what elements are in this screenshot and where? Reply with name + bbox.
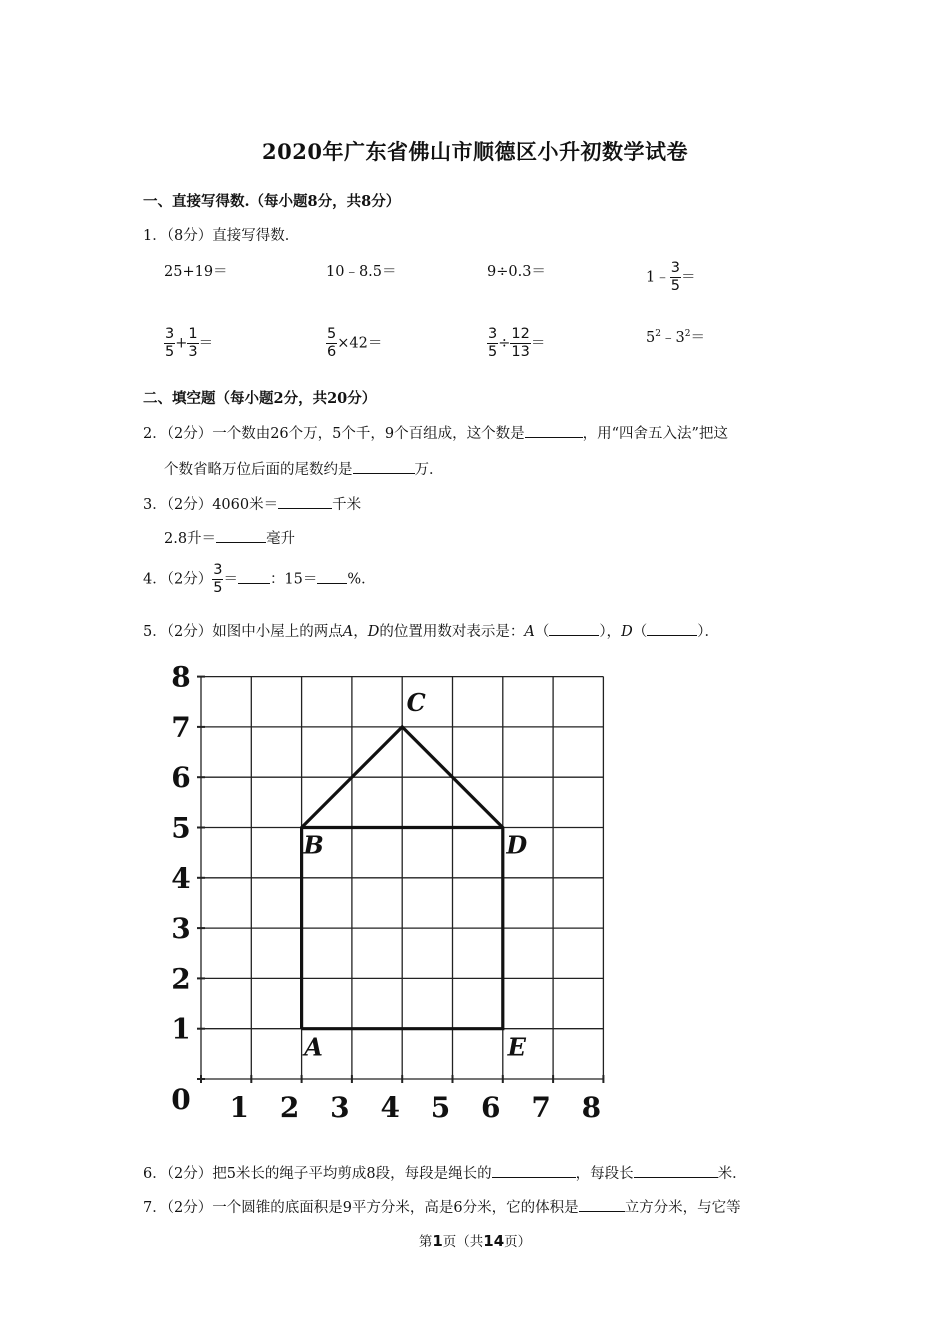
q5-open-paren: （: [534, 624, 550, 640]
q5-close-paren: ），: [599, 624, 622, 640]
page-title: 2020年广东省佛山市顺德区小升初数学试卷: [262, 139, 688, 164]
fraction: [670, 260, 681, 295]
exponent: 2: [655, 329, 661, 340]
question-1-stem: 1．（8分）直接写得数．: [143, 228, 300, 244]
q4-text-c: ：15＝: [269, 571, 318, 588]
q5-text-a: 5．（2分）如图中小屋上的两点: [143, 624, 343, 640]
axis-tick-labels: [171, 661, 601, 1124]
q7-text-a: 7．（2分）一个圆锥的底面积是9平方分米，高是6分米，它的体积是: [143, 1200, 579, 1216]
q3-text-c: 2.8升＝: [164, 531, 217, 547]
answer-blank[interactable]: [278, 494, 332, 509]
total-pages: 14: [483, 1232, 505, 1250]
answer-blank[interactable]: [549, 621, 599, 636]
question-3-line-1: [143, 493, 361, 514]
y-tick-label: 2: [171, 962, 191, 996]
point-labels: [302, 688, 527, 1062]
operator: ÷: [498, 335, 511, 352]
question-6: [143, 1162, 747, 1183]
denominator: 13: [511, 344, 530, 360]
q6-text-c: 米．: [717, 1166, 747, 1182]
question-2-line-2: [164, 458, 444, 479]
x-tick-label: 8: [581, 1091, 602, 1124]
answer-blank[interactable]: [579, 1197, 625, 1212]
point-label-b: B: [303, 830, 324, 860]
point-label-e: E: [507, 1032, 526, 1062]
q2-text-d: 万．: [414, 462, 444, 478]
section-heading-2: 二、填空题（每小题2分，共20分）: [143, 390, 377, 407]
question-5: [143, 620, 719, 641]
fraction: [487, 326, 498, 361]
fraction: [510, 326, 530, 361]
expr-7: [487, 326, 545, 361]
x-tick-label: 5: [430, 1091, 451, 1124]
expr-4-post: ＝: [680, 269, 696, 286]
fraction: [164, 326, 175, 361]
expr-6-post: ×42＝: [337, 335, 383, 352]
question-7: [143, 1196, 741, 1217]
answer-blank[interactable]: [216, 528, 266, 543]
exponent: 2: [684, 329, 691, 340]
point-label-d: D: [621, 624, 633, 640]
expr-2: 10﹣8.5＝: [326, 264, 397, 280]
numerator: 12: [511, 326, 530, 342]
minus-term: ﹣3: [660, 330, 685, 346]
section-heading-1: 一、直接写得数.（每小题8分，共8分）: [143, 193, 401, 210]
q4-text-a: 4．（2分）: [143, 571, 213, 588]
x-tick-label: 1: [229, 1091, 250, 1124]
denominator: 5: [670, 278, 680, 294]
expr-8: [646, 326, 705, 347]
x-tick-label: 3: [330, 1091, 350, 1124]
expr-6: [326, 326, 382, 361]
x-tick-label: 4: [380, 1091, 400, 1124]
base: 5: [646, 330, 656, 346]
denominator: 5: [213, 580, 223, 596]
q5-text-b: 的位置用数对表示是：: [379, 624, 525, 640]
equals: ＝: [690, 330, 705, 346]
y-tick-label: 4: [171, 861, 191, 895]
numerator: 3: [488, 326, 498, 342]
expr-4-pre: 1﹣: [646, 269, 670, 286]
q4-text-b: ＝: [223, 571, 238, 588]
numerator: 3: [165, 326, 175, 342]
q6-text-b: ，每段长: [575, 1166, 634, 1182]
q4-text-d: %．: [347, 571, 376, 588]
fraction: [212, 562, 223, 597]
equals: ＝: [198, 335, 214, 352]
fraction: [187, 326, 198, 361]
question-3-line-2: [164, 527, 295, 548]
q7-text-b: 立方分米，与它等: [624, 1200, 741, 1216]
expr-5: [164, 326, 213, 361]
numerator: 1: [188, 326, 198, 342]
operator: +: [175, 335, 188, 352]
answer-blank[interactable]: [238, 569, 270, 584]
page-number: 1: [432, 1232, 443, 1250]
y-tick-label: 5: [171, 811, 191, 845]
expr-4: [646, 260, 695, 295]
y-tick-label: 6: [171, 761, 191, 795]
q6-text-a: 6．（2分）把5米长的绳子平均剪成8段，每段是绳长的: [143, 1166, 492, 1182]
x-tick-label: 7: [531, 1091, 551, 1124]
q3-text-d: 毫升: [266, 531, 296, 547]
q5-close-paren: ）．: [697, 624, 719, 640]
coordinate-grid-figure: [160, 640, 620, 1130]
q2-text-a: 2．（2分）一个数由26个万，5个千，9个百组成，这个数是: [143, 426, 525, 442]
q2-text-c: 个数省略万位后面的尾数约是: [164, 462, 353, 478]
answer-blank[interactable]: [634, 1163, 718, 1178]
y-tick-label: 3: [171, 912, 191, 946]
y-tick-label: 8: [171, 660, 191, 694]
footer-text: 页）: [504, 1234, 532, 1250]
y-tick-label: 7: [171, 710, 191, 744]
answer-blank[interactable]: [317, 569, 347, 584]
x-tick-label: 6: [481, 1091, 501, 1124]
numerator: 3: [213, 562, 223, 578]
point-label-a: A: [342, 624, 354, 640]
y-tick-label: 1: [171, 1012, 191, 1046]
denominator: 6: [327, 344, 337, 360]
denominator: 3: [188, 344, 198, 360]
answer-blank[interactable]: [525, 423, 583, 438]
fraction: [326, 326, 337, 361]
expr-3: 9÷0.3＝: [487, 264, 546, 280]
equals: ＝: [530, 335, 546, 352]
point-label-d: D: [506, 830, 528, 860]
q5-separator: ，: [353, 624, 368, 640]
page-footer: [0, 1230, 950, 1250]
answer-blank[interactable]: [647, 621, 697, 636]
denominator: 5: [488, 344, 498, 360]
point-label-c: C: [406, 687, 426, 717]
numerator: 3: [670, 260, 680, 276]
question-4: [143, 562, 376, 597]
question-2-line-1: [143, 422, 728, 443]
numerator: 5: [327, 326, 337, 342]
q3-text-a: 3．（2分）4060米＝: [143, 497, 279, 513]
point-label-a: A: [524, 624, 535, 640]
point-label-d: D: [367, 624, 380, 640]
answer-blank[interactable]: [353, 459, 415, 474]
q5-open-paren: （: [632, 624, 648, 640]
expr-1: 25+19＝: [164, 264, 228, 280]
x-tick-label: 2: [279, 1091, 300, 1124]
answer-blank[interactable]: [492, 1163, 576, 1178]
q2-text-b: ，用“四舍五入法”把这: [582, 426, 728, 442]
footer-text: 页（共: [442, 1234, 484, 1250]
point-label-a: A: [304, 1032, 323, 1062]
origin-label: 0: [171, 1083, 191, 1116]
denominator: 5: [165, 344, 175, 360]
q3-text-b: 千米: [332, 497, 362, 513]
grid-lines: [197, 677, 603, 1083]
footer-text: 第: [418, 1234, 433, 1250]
